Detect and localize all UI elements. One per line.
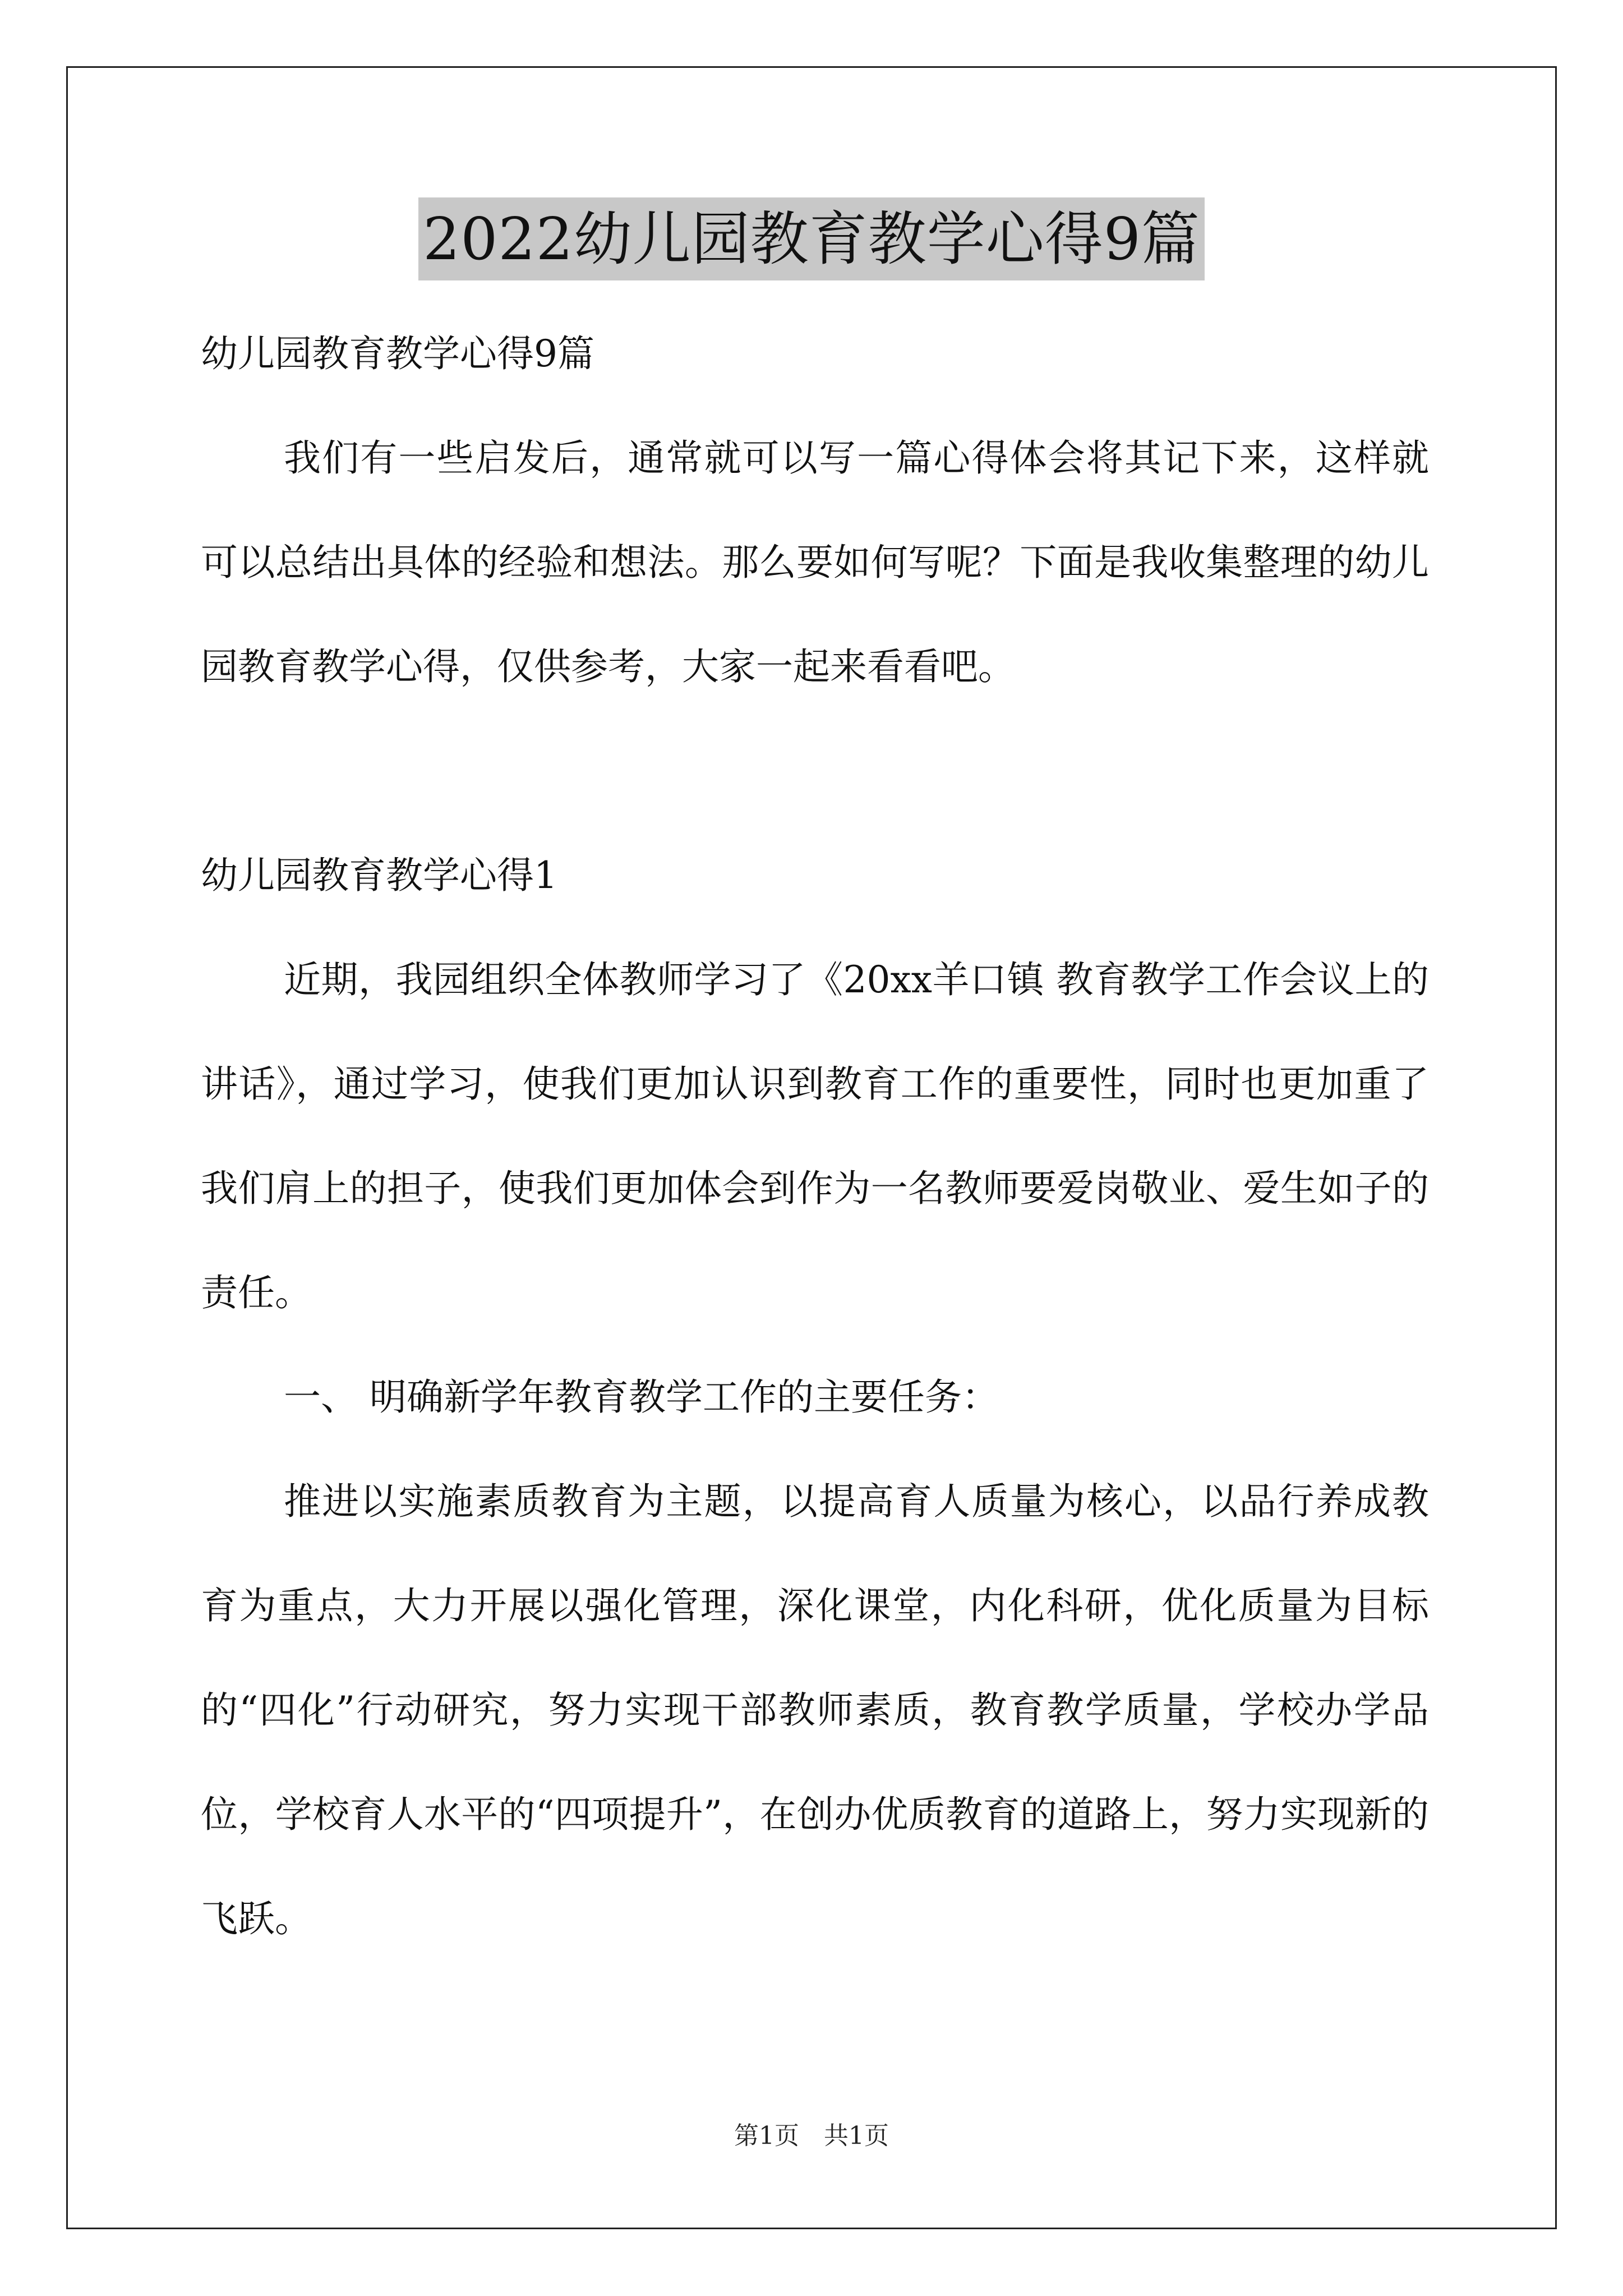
body-paragraph: 推进以实施素质教育为主题，以提高育人质量为核心，以品行养成教育为重点，大力开展以强化管理，深化课堂，内化科研，优化质量为目标的“四化”行动研究，努力实现干部教师素质，教育教学质量，学校办学品位，学校育人水平的“四项提升”，在创办优质教育的道路上，努力实现新的飞跃。 [201, 1480, 1429, 1940]
page-footer: 第1页 共1页 [734, 2122, 889, 2150]
title-wrap [0, 197, 1623, 280]
document-title: 2022幼儿园教育教学心得9篇 [418, 197, 1205, 280]
document-subtitle: 幼儿园教育教学心得9篇 [201, 332, 594, 375]
list-heading: 一、 明确新学年教育教学工作的主要任务： [284, 1375, 999, 1419]
document-body [201, 302, 1429, 1971]
body-paragraph: 近期，我园组织全体教师学习了《20xx羊口镇 教育教学工作会议上的讲话》，通过学习，使我们更加认识到教育工作的重要性，同时也更加重了我们肩上的担子，使我们更加体会到作为一名教师要爱岗敬业、爱生如子的责任。 [201, 958, 1429, 1314]
intro-paragraph: 我们有一些启发后，通常就可以写一篇心得体会将其记下来，这样就可以总结出具体的经验和想法。那么要如何写呢？下面是我收集整理的幼儿园教育教学心得，仅供参考，大家一起来看看吧。 [201, 436, 1429, 688]
section-heading: 幼儿园教育教学心得1 [201, 854, 557, 897]
paragraph-gap [201, 719, 1429, 823]
